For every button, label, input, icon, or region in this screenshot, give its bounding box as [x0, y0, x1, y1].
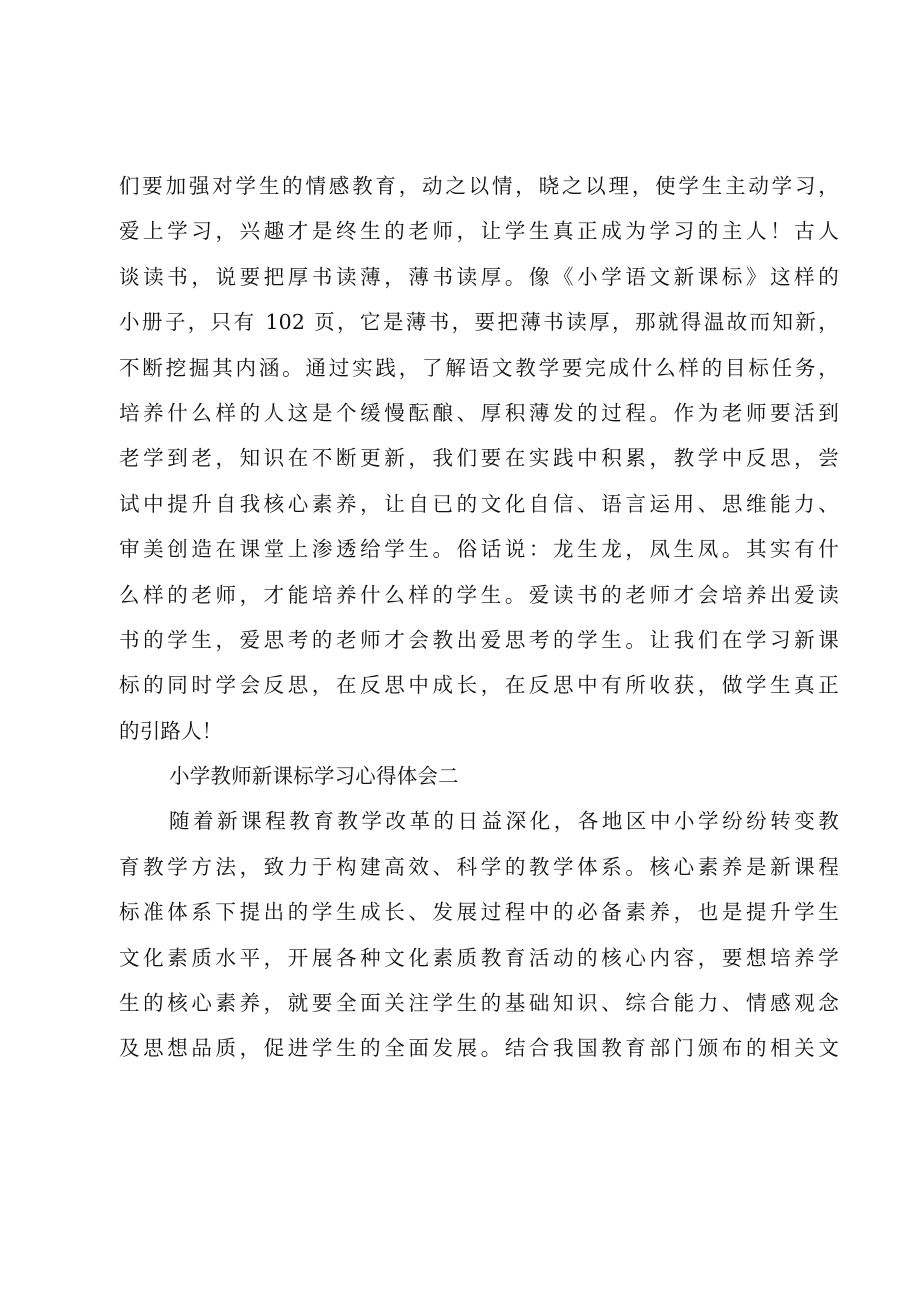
- paragraph-line: 及思想品质，促进学生的全面发展。结合我国教育部门颁布的相关文: [119, 1036, 839, 1061]
- paragraph-line: 标的同时学会反思，在反思中成长，在反思中有所收获，做学生真正: [119, 673, 839, 698]
- document-body: [119, 164, 839, 1072]
- paragraph-line: 生的核心素养，就要全面关注学生的基础知识、综合能力、情感观念: [119, 991, 839, 1016]
- paragraph-line: 试中提升自我核心素养，让自已的文化自信、语言运用、思维能力、: [119, 491, 839, 516]
- paragraph-line: 不断挖掘其内涵。通过实践，了解语文教学要完成什么样的目标任务，: [119, 355, 839, 380]
- paragraph-line: 培养什么样的人这是个缓慢酝酿、厚积薄发的过程。作为老师要活到: [119, 400, 839, 425]
- paragraph-line: 文化素质水平，开展各种文化素质教育活动的核心内容，要想培养学: [119, 945, 839, 970]
- paragraph-line: 们要加强对学生的情感教育，动之以情，晓之以理，使学生主动学习，: [119, 174, 839, 198]
- paragraph-line: 小册子，只有 102 页，它是薄书，要把薄书读厚，那就得温故而知新，: [119, 310, 839, 335]
- section-title: 小学教师新课标学习心得体会二: [169, 764, 459, 789]
- paragraph-line: 老学到老，知识在不断更新，我们要在实践中积累，教学中反思，尝: [119, 446, 839, 471]
- paragraph-line: 书的学生，爱思考的老师才会教出爱思考的学生。让我们在学习新课: [119, 627, 839, 652]
- paragraph-line: 育教学方法，致力于构建高效、科学的教学体系。核心素养是新课程: [119, 854, 839, 879]
- paragraph-line: 谈读书，说要把厚书读薄，薄书读厚。像《小学语文新课标》这样的: [119, 264, 839, 289]
- paragraph-line: 随着新课程教育教学改革的日益深化，各地区中小学纷纷转变教: [169, 809, 839, 834]
- paragraph-line: 标准体系下提出的学生成长、发展过程中的必备素养，也是提升学生: [119, 900, 839, 925]
- paragraph-line: 审美创造在课堂上渗透给学生。俗话说：龙生龙，凤生凤。其实有什: [119, 537, 839, 562]
- paragraph-line: 么样的老师，才能培养什么样的学生。爱读书的老师才会培养出爱读: [119, 582, 839, 607]
- paragraph-line: 爱上学习，兴趣才是终生的老师，让学生真正成为学习的主人！古人: [119, 219, 839, 244]
- paragraph-line: 的引路人！: [119, 718, 223, 743]
